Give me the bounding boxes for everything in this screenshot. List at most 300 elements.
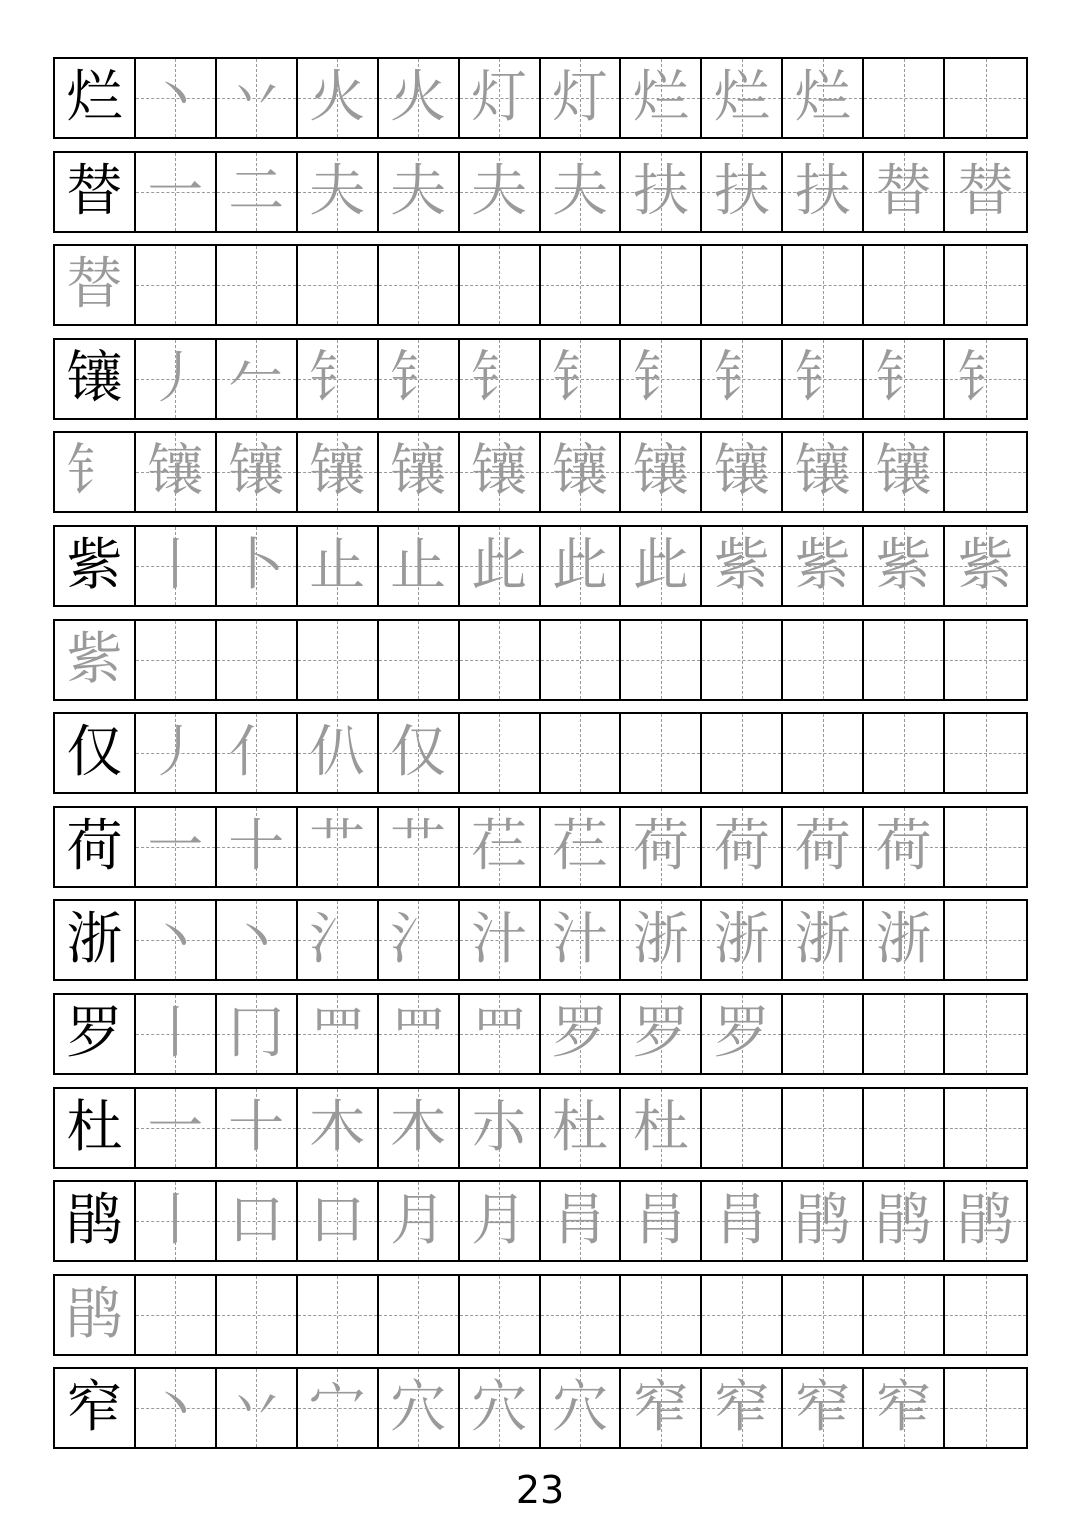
stroke-step: 镶 xyxy=(794,439,851,505)
stroke-step: 夫 xyxy=(390,158,447,224)
model-character-cell xyxy=(55,246,136,324)
writing-cell[interactable] xyxy=(217,153,298,231)
stroke-step: 荷 xyxy=(713,813,770,879)
practice-row xyxy=(53,1087,1028,1169)
writing-cell[interactable] xyxy=(136,1182,217,1260)
writing-cell[interactable] xyxy=(783,1089,864,1167)
writing-cell[interactable] xyxy=(217,1182,298,1260)
writing-cell[interactable] xyxy=(460,901,541,979)
writing-cell[interactable] xyxy=(783,1369,864,1447)
writing-cell[interactable] xyxy=(298,621,379,699)
writing-cell[interactable] xyxy=(379,59,460,137)
practice-row xyxy=(53,431,1028,513)
writing-cell[interactable] xyxy=(217,808,298,886)
writing-cell[interactable] xyxy=(621,433,702,511)
stroke-step: 紫 xyxy=(875,532,932,598)
stroke-step: 汁 xyxy=(471,907,528,973)
stroke-step: 丶 xyxy=(147,65,204,130)
writing-cell[interactable] xyxy=(945,995,1026,1073)
writing-cell[interactable] xyxy=(621,340,702,418)
model-character: 紫 xyxy=(66,532,123,598)
writing-cell[interactable] xyxy=(217,59,298,137)
practice-row xyxy=(53,1180,1028,1262)
writing-cell[interactable] xyxy=(945,340,1026,418)
practice-row xyxy=(53,525,1028,607)
stroke-step: 穴 xyxy=(471,1375,528,1441)
writing-cell[interactable] xyxy=(702,808,783,886)
stroke-step: 冂 xyxy=(228,1000,285,1066)
writing-cell[interactable] xyxy=(298,59,379,137)
writing-cell[interactable] xyxy=(702,714,783,792)
writing-cell[interactable] xyxy=(460,246,541,324)
writing-cell[interactable] xyxy=(783,901,864,979)
model-character: 鹃 xyxy=(66,1188,123,1254)
writing-cell[interactable] xyxy=(460,808,541,886)
writing-cell[interactable] xyxy=(379,1089,460,1167)
writing-cell[interactable] xyxy=(864,153,945,231)
writing-cell[interactable] xyxy=(460,433,541,511)
writing-cell[interactable] xyxy=(298,340,379,418)
stroke-step: 浙 xyxy=(713,907,770,973)
writing-cell[interactable] xyxy=(945,433,1026,511)
stroke-step: 芢 xyxy=(551,813,608,879)
writing-cell[interactable] xyxy=(298,901,379,979)
stroke-step: 替 xyxy=(957,158,1014,224)
stroke-step: 烂 xyxy=(794,65,851,130)
writing-cell[interactable] xyxy=(945,1089,1026,1167)
writing-cell[interactable] xyxy=(541,1369,622,1447)
practice-row xyxy=(53,712,1028,794)
writing-cell[interactable] xyxy=(621,1089,702,1167)
practice-row xyxy=(53,57,1028,139)
stroke-step: 灯 xyxy=(551,65,608,130)
stroke-step: 钅 xyxy=(309,345,366,411)
writing-cell[interactable] xyxy=(217,901,298,979)
writing-cell[interactable] xyxy=(460,1369,541,1447)
writing-cell[interactable] xyxy=(379,340,460,418)
writing-cell[interactable] xyxy=(945,901,1026,979)
writing-cell[interactable] xyxy=(702,153,783,231)
writing-cell[interactable] xyxy=(702,901,783,979)
model-character: 浙 xyxy=(66,907,123,973)
writing-cell[interactable] xyxy=(217,340,298,418)
writing-cell[interactable] xyxy=(379,621,460,699)
writing-cell[interactable] xyxy=(864,714,945,792)
writing-cell[interactable] xyxy=(541,340,622,418)
stroke-step: 灯 xyxy=(471,65,528,130)
model-character-cell xyxy=(55,59,136,137)
writing-cell[interactable] xyxy=(621,1276,702,1354)
writing-cell[interactable] xyxy=(783,995,864,1073)
stroke-step: 镶 xyxy=(875,439,932,505)
model-character: 紫 xyxy=(66,626,123,692)
writing-cell[interactable] xyxy=(217,714,298,792)
stroke-step: 钅 xyxy=(632,345,689,411)
model-character: 杜 xyxy=(66,1094,123,1160)
writing-cell[interactable] xyxy=(379,714,460,792)
model-character-cell xyxy=(55,621,136,699)
writing-cell[interactable] xyxy=(945,59,1026,137)
writing-cell[interactable] xyxy=(298,527,379,605)
writing-cell[interactable] xyxy=(379,433,460,511)
writing-cell[interactable] xyxy=(460,1182,541,1260)
stroke-step: 丨 xyxy=(147,532,204,598)
stroke-step: 卜 xyxy=(228,532,285,598)
writing-cell[interactable] xyxy=(783,1182,864,1260)
writing-cell[interactable] xyxy=(621,59,702,137)
practice-row xyxy=(53,338,1028,420)
writing-cell[interactable] xyxy=(702,246,783,324)
stroke-step: 烂 xyxy=(632,65,689,130)
writing-cell[interactable] xyxy=(541,59,622,137)
writing-cell[interactable] xyxy=(541,246,622,324)
stroke-step: 罗 xyxy=(632,1000,689,1066)
writing-cell[interactable] xyxy=(621,901,702,979)
writing-cell[interactable] xyxy=(298,995,379,1073)
stroke-step: 此 xyxy=(551,532,608,598)
writing-cell[interactable] xyxy=(621,153,702,231)
writing-cell[interactable] xyxy=(379,527,460,605)
writing-cell[interactable] xyxy=(379,1369,460,1447)
writing-cell[interactable] xyxy=(541,527,622,605)
stroke-step: 丿 xyxy=(147,345,204,411)
writing-cell[interactable] xyxy=(460,153,541,231)
model-character: 罗 xyxy=(66,1000,123,1066)
writing-cell[interactable] xyxy=(621,995,702,1073)
writing-cell[interactable] xyxy=(460,59,541,137)
writing-cell[interactable] xyxy=(541,621,622,699)
stroke-step: 镶 xyxy=(309,439,366,505)
practice-row xyxy=(53,244,1028,326)
writing-cell[interactable] xyxy=(702,527,783,605)
stroke-step: 十 xyxy=(228,813,285,879)
writing-cell[interactable] xyxy=(783,153,864,231)
writing-cell[interactable] xyxy=(945,1182,1026,1260)
writing-cell[interactable] xyxy=(702,1089,783,1167)
writing-cell[interactable] xyxy=(945,714,1026,792)
stroke-step: 夫 xyxy=(309,158,366,224)
writing-cell[interactable] xyxy=(864,246,945,324)
writing-cell[interactable] xyxy=(945,246,1026,324)
model-character: 仅 xyxy=(66,720,123,786)
model-character: 镶 xyxy=(66,345,123,411)
stroke-step: 火 xyxy=(390,65,447,130)
writing-cell[interactable] xyxy=(864,433,945,511)
writing-cell[interactable] xyxy=(136,1089,217,1167)
writing-cell[interactable] xyxy=(541,714,622,792)
stroke-step: 镶 xyxy=(390,439,447,505)
practice-grid xyxy=(53,57,1028,1461)
writing-cell[interactable] xyxy=(379,1276,460,1354)
writing-cell[interactable] xyxy=(136,340,217,418)
writing-cell[interactable] xyxy=(541,1276,622,1354)
writing-cell[interactable] xyxy=(783,433,864,511)
writing-cell[interactable] xyxy=(460,1276,541,1354)
stroke-step: 镶 xyxy=(228,439,285,505)
writing-cell[interactable] xyxy=(298,153,379,231)
writing-cell[interactable] xyxy=(783,808,864,886)
practice-row xyxy=(53,993,1028,1075)
writing-cell[interactable] xyxy=(864,808,945,886)
writing-cell[interactable] xyxy=(541,1089,622,1167)
writing-cell[interactable] xyxy=(217,527,298,605)
stroke-step: 罒 xyxy=(390,1000,447,1066)
writing-cell[interactable] xyxy=(945,621,1026,699)
stroke-step: 浙 xyxy=(632,907,689,973)
writing-cell[interactable] xyxy=(460,340,541,418)
writing-cell[interactable] xyxy=(864,1276,945,1354)
stroke-step: 鹃 xyxy=(875,1188,932,1254)
stroke-step: 荷 xyxy=(632,813,689,879)
writing-cell[interactable] xyxy=(702,59,783,137)
writing-cell[interactable] xyxy=(217,1369,298,1447)
stroke-step: 丿 xyxy=(147,720,204,786)
writing-cell[interactable] xyxy=(136,621,217,699)
stroke-step: 扶 xyxy=(632,158,689,224)
writing-cell[interactable] xyxy=(217,1089,298,1167)
writing-cell[interactable] xyxy=(621,246,702,324)
writing-cell[interactable] xyxy=(460,621,541,699)
practice-row xyxy=(53,806,1028,888)
writing-cell[interactable] xyxy=(702,1369,783,1447)
writing-cell[interactable] xyxy=(379,995,460,1073)
stroke-step: 月 xyxy=(471,1188,528,1254)
stroke-step: 一 xyxy=(147,1094,204,1160)
stroke-step: 扶 xyxy=(713,158,770,224)
writing-cell[interactable] xyxy=(217,433,298,511)
writing-cell[interactable] xyxy=(136,901,217,979)
model-character-cell xyxy=(55,1369,136,1447)
writing-cell[interactable] xyxy=(379,901,460,979)
model-character-cell xyxy=(55,153,136,231)
stroke-step: 丷 xyxy=(228,1375,285,1441)
stroke-step: 罒 xyxy=(471,1000,528,1066)
writing-cell[interactable] xyxy=(945,153,1026,231)
writing-cell[interactable] xyxy=(864,59,945,137)
stroke-step: 扶 xyxy=(794,158,851,224)
writing-cell[interactable] xyxy=(783,527,864,605)
stroke-step: 口 xyxy=(228,1188,285,1254)
stroke-step: 肙 xyxy=(551,1188,608,1254)
stroke-step: 鹃 xyxy=(794,1188,851,1254)
writing-cell[interactable] xyxy=(136,808,217,886)
stroke-step: 替 xyxy=(875,158,932,224)
writing-cell[interactable] xyxy=(136,433,217,511)
model-character: 荷 xyxy=(66,813,123,879)
model-character-cell xyxy=(55,1276,136,1354)
model-character: 鹃 xyxy=(66,1281,123,1347)
writing-cell[interactable] xyxy=(298,1182,379,1260)
writing-cell[interactable] xyxy=(298,1369,379,1447)
stroke-step: 鹃 xyxy=(957,1188,1014,1254)
stroke-step: 仅 xyxy=(390,720,447,786)
stroke-step: 十 xyxy=(228,1094,285,1160)
writing-cell[interactable] xyxy=(702,340,783,418)
writing-cell[interactable] xyxy=(783,340,864,418)
stroke-step: 止 xyxy=(309,532,366,598)
stroke-step: 罒 xyxy=(309,1000,366,1066)
writing-cell[interactable] xyxy=(783,59,864,137)
stroke-step: 镶 xyxy=(471,439,528,505)
model-character-cell xyxy=(55,808,136,886)
writing-cell[interactable] xyxy=(864,901,945,979)
writing-cell[interactable] xyxy=(541,433,622,511)
writing-cell[interactable] xyxy=(541,153,622,231)
writing-cell[interactable] xyxy=(621,1182,702,1260)
writing-cell[interactable] xyxy=(541,995,622,1073)
writing-cell[interactable] xyxy=(298,808,379,886)
writing-cell[interactable] xyxy=(217,246,298,324)
model-character: 窄 xyxy=(66,1375,123,1441)
writing-cell[interactable] xyxy=(702,1276,783,1354)
model-character-cell xyxy=(55,433,136,511)
stroke-step: 氵 xyxy=(390,907,447,973)
stroke-step: 月 xyxy=(390,1188,447,1254)
writing-cell[interactable] xyxy=(136,714,217,792)
practice-row xyxy=(53,1274,1028,1356)
writing-cell[interactable] xyxy=(783,714,864,792)
stroke-step: 丶 xyxy=(147,1375,204,1441)
stroke-step: 木 xyxy=(390,1094,447,1160)
writing-cell[interactable] xyxy=(783,1276,864,1354)
writing-cell[interactable] xyxy=(621,1369,702,1447)
stroke-step: 紫 xyxy=(794,532,851,598)
writing-cell[interactable] xyxy=(136,246,217,324)
writing-cell[interactable] xyxy=(379,153,460,231)
stroke-step: 肙 xyxy=(632,1188,689,1254)
writing-cell[interactable] xyxy=(945,1276,1026,1354)
writing-cell[interactable] xyxy=(864,1369,945,1447)
model-character-cell xyxy=(55,527,136,605)
writing-cell[interactable] xyxy=(864,527,945,605)
model-character-cell xyxy=(55,1182,136,1260)
stroke-step: 芢 xyxy=(471,813,528,879)
writing-cell[interactable] xyxy=(783,621,864,699)
writing-cell[interactable] xyxy=(945,808,1026,886)
writing-cell[interactable] xyxy=(460,527,541,605)
stroke-step: 荷 xyxy=(794,813,851,879)
stroke-step: 窄 xyxy=(632,1375,689,1441)
stroke-step: 丨 xyxy=(147,1188,204,1254)
model-character-cell xyxy=(55,1089,136,1167)
writing-cell[interactable] xyxy=(460,714,541,792)
stroke-step: 亻 xyxy=(228,720,285,786)
writing-cell[interactable] xyxy=(379,246,460,324)
stroke-step: 朩 xyxy=(471,1094,528,1160)
stroke-step: 二 xyxy=(228,158,285,224)
stroke-step: 镶 xyxy=(632,439,689,505)
writing-cell[interactable] xyxy=(136,995,217,1073)
writing-cell[interactable] xyxy=(136,527,217,605)
writing-cell[interactable] xyxy=(702,433,783,511)
writing-cell[interactable] xyxy=(621,621,702,699)
stroke-step: 汁 xyxy=(551,907,608,973)
writing-cell[interactable] xyxy=(945,527,1026,605)
writing-cell[interactable] xyxy=(702,621,783,699)
writing-cell[interactable] xyxy=(217,621,298,699)
stroke-step: 杜 xyxy=(551,1094,608,1160)
model-character-cell xyxy=(55,995,136,1073)
writing-cell[interactable] xyxy=(136,1369,217,1447)
writing-cell[interactable] xyxy=(298,433,379,511)
writing-cell[interactable] xyxy=(136,59,217,137)
stroke-step: 窄 xyxy=(713,1375,770,1441)
model-character: 替 xyxy=(66,158,123,224)
writing-cell[interactable] xyxy=(864,621,945,699)
stroke-step: 窄 xyxy=(794,1375,851,1441)
stroke-step: 浙 xyxy=(794,907,851,973)
writing-cell[interactable] xyxy=(541,1182,622,1260)
writing-cell[interactable] xyxy=(217,1276,298,1354)
writing-cell[interactable] xyxy=(379,1182,460,1260)
writing-cell[interactable] xyxy=(621,714,702,792)
writing-cell[interactable] xyxy=(621,808,702,886)
writing-cell[interactable] xyxy=(460,995,541,1073)
writing-cell[interactable] xyxy=(298,246,379,324)
stroke-step: 夫 xyxy=(551,158,608,224)
stroke-step: 窄 xyxy=(875,1375,932,1441)
writing-cell[interactable] xyxy=(864,995,945,1073)
model-character: 烂 xyxy=(66,65,123,130)
writing-cell[interactable] xyxy=(702,1182,783,1260)
writing-cell[interactable] xyxy=(783,246,864,324)
practice-row xyxy=(53,899,1028,981)
stroke-step: 穴 xyxy=(390,1375,447,1441)
writing-cell[interactable] xyxy=(702,995,783,1073)
writing-cell[interactable] xyxy=(621,527,702,605)
writing-cell[interactable] xyxy=(298,714,379,792)
writing-cell[interactable] xyxy=(298,1089,379,1167)
stroke-step: 夫 xyxy=(471,158,528,224)
stroke-step: 丷 xyxy=(228,65,285,130)
practice-row xyxy=(53,1367,1028,1449)
stroke-step: 止 xyxy=(390,532,447,598)
stroke-step: 镶 xyxy=(551,439,608,505)
stroke-step: 钅 xyxy=(713,345,770,411)
stroke-step: 丶 xyxy=(228,907,285,973)
stroke-step: 宀 xyxy=(309,1375,366,1441)
practice-row xyxy=(53,619,1028,701)
writing-cell[interactable] xyxy=(379,808,460,886)
stroke-step: 钅 xyxy=(390,345,447,411)
stroke-step: 一 xyxy=(147,813,204,879)
writing-cell[interactable] xyxy=(136,1276,217,1354)
stroke-step: 钅 xyxy=(551,345,608,411)
stroke-step: 紫 xyxy=(713,532,770,598)
stroke-step: 氵 xyxy=(309,907,366,973)
stroke-step: 罗 xyxy=(713,1000,770,1066)
stroke-step: 一 xyxy=(147,158,204,224)
writing-cell[interactable] xyxy=(541,808,622,886)
writing-cell[interactable] xyxy=(541,901,622,979)
practice-row xyxy=(53,151,1028,233)
stroke-step: 此 xyxy=(632,532,689,598)
model-character-cell xyxy=(55,901,136,979)
stroke-step: 口 xyxy=(309,1188,366,1254)
stroke-step: 艹 xyxy=(390,813,447,879)
writing-cell[interactable] xyxy=(136,153,217,231)
stroke-step: 镶 xyxy=(147,439,204,505)
writing-cell[interactable] xyxy=(460,1089,541,1167)
writing-cell[interactable] xyxy=(945,1369,1026,1447)
writing-cell[interactable] xyxy=(864,340,945,418)
writing-cell[interactable] xyxy=(298,1276,379,1354)
writing-cell[interactable] xyxy=(217,995,298,1073)
stroke-step: 钅 xyxy=(471,345,528,411)
writing-cell[interactable] xyxy=(864,1089,945,1167)
writing-cell[interactable] xyxy=(864,1182,945,1260)
stroke-step: 镶 xyxy=(713,439,770,505)
